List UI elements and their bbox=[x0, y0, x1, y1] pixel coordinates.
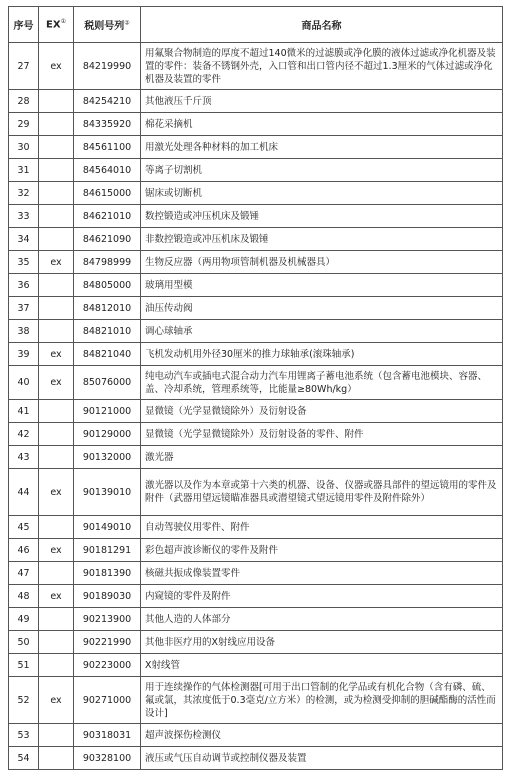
cell-name: 激光器 bbox=[141, 446, 503, 469]
cell-seq: 28 bbox=[9, 90, 39, 113]
table-row bbox=[9, 366, 503, 400]
cell-seq: 37 bbox=[9, 297, 39, 320]
cell-ex bbox=[39, 400, 74, 423]
cell-code: 84564010 bbox=[74, 159, 141, 182]
header-seq: 序号 bbox=[9, 7, 39, 43]
cell-code: 84798999 bbox=[74, 251, 141, 274]
table-row bbox=[9, 343, 503, 366]
table-header-row bbox=[9, 7, 503, 43]
header-code: 税则号列② bbox=[74, 7, 141, 43]
cell-ex: ex bbox=[39, 539, 74, 562]
cell-ex bbox=[39, 423, 74, 446]
cell-code: 85076000 bbox=[74, 366, 141, 400]
header-ex: EX① bbox=[39, 7, 74, 43]
table-row bbox=[9, 205, 503, 228]
cell-ex: ex bbox=[39, 366, 74, 400]
cell-seq: 51 bbox=[9, 654, 39, 677]
table-row bbox=[9, 90, 503, 113]
cell-code: 90328100 bbox=[74, 747, 141, 770]
cell-ex bbox=[39, 159, 74, 182]
cell-name: 其他非医疗用的X射线应用设备 bbox=[141, 631, 503, 654]
cell-seq: 47 bbox=[9, 562, 39, 585]
cell-ex bbox=[39, 631, 74, 654]
cell-ex bbox=[39, 747, 74, 770]
cell-seq: 45 bbox=[9, 516, 39, 539]
cell-code: 90189030 bbox=[74, 585, 141, 608]
cell-name: 激光器以及作为本章或第十六类的机器、设备、仪器或器具部件的望远镜用的零件及附件（武器用望远镜瞄准器具或潜望镜式望远镜用零件及附件除外） bbox=[141, 469, 503, 516]
table-row bbox=[9, 539, 503, 562]
cell-ex bbox=[39, 320, 74, 343]
cell-name: 非数控锻造或冲压机床及锻锤 bbox=[141, 228, 503, 251]
cell-name: 锯床或切断机 bbox=[141, 182, 503, 205]
cell-code: 84821010 bbox=[74, 320, 141, 343]
cell-seq: 32 bbox=[9, 182, 39, 205]
table-body bbox=[9, 43, 503, 770]
cell-code: 90149010 bbox=[74, 516, 141, 539]
cell-name: 纯电动汽车或插电式混合动力汽车用锂离子蓄电池系统（包含蓄电池模块、容器、盖、冷却系统，管理系统等，比能量≥80Wh/kg） bbox=[141, 366, 503, 400]
table-row bbox=[9, 724, 503, 747]
cell-name: 核磁共振成像装置零件 bbox=[141, 562, 503, 585]
cell-name: 等离子切割机 bbox=[141, 159, 503, 182]
cell-code: 90213900 bbox=[74, 608, 141, 631]
table-row bbox=[9, 320, 503, 343]
cell-code: 84812010 bbox=[74, 297, 141, 320]
tariff-table bbox=[8, 6, 503, 770]
cell-ex bbox=[39, 654, 74, 677]
table-row bbox=[9, 159, 503, 182]
table-row bbox=[9, 677, 503, 724]
cell-code: 90129000 bbox=[74, 423, 141, 446]
cell-seq: 42 bbox=[9, 423, 39, 446]
table-row bbox=[9, 423, 503, 446]
cell-seq: 27 bbox=[9, 43, 39, 90]
cell-code: 90181390 bbox=[74, 562, 141, 585]
cell-seq: 49 bbox=[9, 608, 39, 631]
cell-name: 用于连续操作的气体检测器[可用于出口管制的化学品或有机化合物（含有磷、硫、氟或氯，其浓度低于0.3毫克/立方米）的检测，或为检测受抑制的胆碱酯酶的活性而设计] bbox=[141, 677, 503, 724]
cell-seq: 53 bbox=[9, 724, 39, 747]
table-row bbox=[9, 585, 503, 608]
cell-ex bbox=[39, 113, 74, 136]
cell-name: 其他液压千斤顶 bbox=[141, 90, 503, 113]
cell-ex: ex bbox=[39, 585, 74, 608]
cell-name: 液压或气压自动调节或控制仪器及装置 bbox=[141, 747, 503, 770]
table-row bbox=[9, 182, 503, 205]
cell-name: 棉花采摘机 bbox=[141, 113, 503, 136]
cell-code: 84335920 bbox=[74, 113, 141, 136]
cell-code: 90132000 bbox=[74, 446, 141, 469]
cell-name: 彩色超声波诊断仪的零件及附件 bbox=[141, 539, 503, 562]
cell-ex bbox=[39, 297, 74, 320]
table-row bbox=[9, 654, 503, 677]
table-row bbox=[9, 136, 503, 159]
cell-name: 飞机发动机用外径30厘米的推力球轴承(滚珠轴承) bbox=[141, 343, 503, 366]
cell-name: 调心球轴承 bbox=[141, 320, 503, 343]
cell-name: 油压传动阀 bbox=[141, 297, 503, 320]
cell-seq: 43 bbox=[9, 446, 39, 469]
cell-ex bbox=[39, 446, 74, 469]
cell-code: 84615000 bbox=[74, 182, 141, 205]
cell-code: 84219990 bbox=[74, 43, 141, 90]
cell-name: 显微镜（光学显微镜除外）及衍射设备的零件、附件 bbox=[141, 423, 503, 446]
cell-seq: 34 bbox=[9, 228, 39, 251]
cell-ex bbox=[39, 90, 74, 113]
table-row bbox=[9, 297, 503, 320]
cell-ex bbox=[39, 182, 74, 205]
cell-code: 90271000 bbox=[74, 677, 141, 724]
cell-ex: ex bbox=[39, 251, 74, 274]
table-row bbox=[9, 251, 503, 274]
table-row bbox=[9, 400, 503, 423]
cell-name: 自动驾驶仪用零件、附件 bbox=[141, 516, 503, 539]
cell-name: X射线管 bbox=[141, 654, 503, 677]
cell-code: 90181291 bbox=[74, 539, 141, 562]
cell-name: 用激光处理各种材料的加工机床 bbox=[141, 136, 503, 159]
table-row bbox=[9, 274, 503, 297]
cell-ex bbox=[39, 608, 74, 631]
cell-ex bbox=[39, 228, 74, 251]
cell-seq: 33 bbox=[9, 205, 39, 228]
cell-seq: 41 bbox=[9, 400, 39, 423]
cell-ex: ex bbox=[39, 677, 74, 724]
cell-code: 84805000 bbox=[74, 274, 141, 297]
table-row bbox=[9, 113, 503, 136]
cell-seq: 40 bbox=[9, 366, 39, 400]
cell-ex: ex bbox=[39, 343, 74, 366]
cell-name: 其他人造的人体部分 bbox=[141, 608, 503, 631]
cell-ex bbox=[39, 136, 74, 159]
table-row bbox=[9, 747, 503, 770]
cell-ex: ex bbox=[39, 469, 74, 516]
cell-seq: 48 bbox=[9, 585, 39, 608]
cell-name: 用氟聚合物制造的厚度不超过140微米的过滤膜或净化膜的液体过滤或净化机器及装置的零件：装备不锈钢外壳，入口管和出口管内径不超过1.3厘米的气体过滤或净化机器及装置的零件 bbox=[141, 43, 503, 90]
table-row bbox=[9, 469, 503, 516]
table-row bbox=[9, 631, 503, 654]
header-name: 商品名称 bbox=[141, 7, 503, 43]
cell-name: 玻璃用型模 bbox=[141, 274, 503, 297]
footnote-marker: ① bbox=[60, 18, 66, 26]
cell-code: 84621010 bbox=[74, 205, 141, 228]
cell-code: 90221990 bbox=[74, 631, 141, 654]
cell-seq: 36 bbox=[9, 274, 39, 297]
cell-seq: 44 bbox=[9, 469, 39, 516]
cell-seq: 29 bbox=[9, 113, 39, 136]
cell-code: 84561100 bbox=[74, 136, 141, 159]
table-row bbox=[9, 562, 503, 585]
cell-code: 90223000 bbox=[74, 654, 141, 677]
cell-name: 显微镜（光学显微镜除外）及衍射设备 bbox=[141, 400, 503, 423]
cell-ex bbox=[39, 274, 74, 297]
table-row bbox=[9, 228, 503, 251]
cell-ex bbox=[39, 562, 74, 585]
cell-code: 90121000 bbox=[74, 400, 141, 423]
cell-ex bbox=[39, 205, 74, 228]
cell-code: 90139010 bbox=[74, 469, 141, 516]
table-row bbox=[9, 446, 503, 469]
cell-name: 超声波探伤检测仪 bbox=[141, 724, 503, 747]
cell-seq: 52 bbox=[9, 677, 39, 724]
cell-seq: 35 bbox=[9, 251, 39, 274]
cell-ex: ex bbox=[39, 43, 74, 90]
cell-seq: 30 bbox=[9, 136, 39, 159]
cell-code: 90318031 bbox=[74, 724, 141, 747]
cell-code: 84254210 bbox=[74, 90, 141, 113]
table-row bbox=[9, 516, 503, 539]
cell-ex bbox=[39, 516, 74, 539]
cell-seq: 46 bbox=[9, 539, 39, 562]
cell-name: 数控锻造或冲压机床及锻锤 bbox=[141, 205, 503, 228]
cell-ex bbox=[39, 724, 74, 747]
cell-code: 84821040 bbox=[74, 343, 141, 366]
footnote-marker: ② bbox=[124, 19, 130, 27]
table-row bbox=[9, 43, 503, 90]
cell-seq: 38 bbox=[9, 320, 39, 343]
cell-seq: 31 bbox=[9, 159, 39, 182]
cell-seq: 50 bbox=[9, 631, 39, 654]
cell-name: 生物反应器（两用物项管制机器及机械器具） bbox=[141, 251, 503, 274]
cell-name: 内窥镜的零件及附件 bbox=[141, 585, 503, 608]
cell-seq: 54 bbox=[9, 747, 39, 770]
cell-seq: 39 bbox=[9, 343, 39, 366]
table-row bbox=[9, 608, 503, 631]
cell-code: 84621090 bbox=[74, 228, 141, 251]
